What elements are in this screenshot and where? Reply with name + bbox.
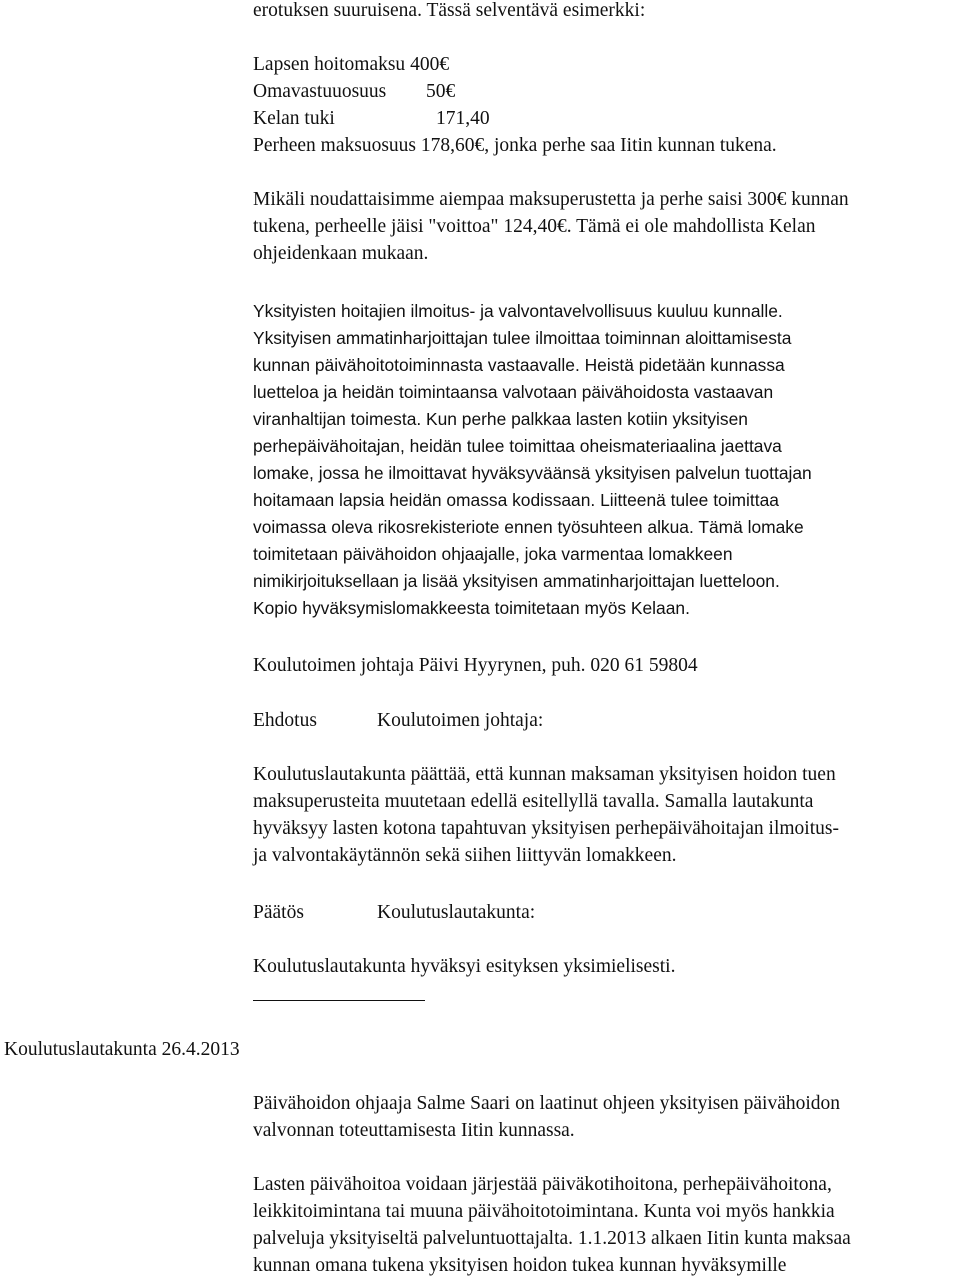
decision-label: Päätös [253,902,304,923]
heading-row [253,899,535,926]
proposal-author: Koulutoimen johtaja: [377,710,544,731]
text-line: leikkitoimintana tai muuna päivähoitotoimintana. Kunta voi myös hankkia [253,1201,835,1222]
text-line: viranhaltijan toimesta. Kun perhe palkkaa lasten kotiin yksityisen [253,409,748,429]
text-line: kunnan omana tukena yksityisen hoidon tukea kunnan hyväksymille [253,1255,787,1276]
text-line: palveluja yksityiseltä palveluntuottajalta. 1.1.2013 alkaen Iitin kunta maksaa [253,1228,851,1249]
text-line: Koulutuslautakunta hyväksyi esityksen yksimielisesti. [253,956,676,977]
kela-label: Kelan tuki [253,108,335,129]
text-line: lomake, jossa he ilmoittavat hyväksyväänsä yksityisen palvelun tuottajan [253,463,812,483]
fee-value: 400€ [410,54,450,75]
kela-value: 171,40 [436,108,490,129]
text-line: Kopio hyväksymislomakkeesta toimitetaan myös Kelaan. [253,598,690,618]
text-line: ohjeidenkaan mukaan. [253,243,429,264]
text-line: luetteloa ja heidän toimintaansa valvotaan päivähoidosta vastaavan [253,382,774,402]
decision-author: Koulutuslautakunta: [377,902,536,923]
intro-line [253,0,645,24]
text-line: Lasten päivähoitoa voidaan järjestää päiväkotihoitona, perhepäivähoitona, [253,1174,832,1195]
decision-text [253,953,675,980]
text-line: Yksityisen ammatinharjoittajan tulee ilmoittaa toiminnan aloittamisesta [253,328,792,348]
meeting-date-label: Koulutuslautakunta 26.4.2013 [4,1039,240,1060]
text-line: hyväksyy lasten kotona tapahtuvan yksityisen perhepäivähoitajan ilmoitus- [253,818,839,839]
text-line: valvonnan toteuttamisesta Iitin kunnassa. [253,1120,575,1141]
section-divider [253,1000,425,1001]
proposal-heading [253,707,543,734]
own-share-label: Omavastuuosuus [253,81,387,102]
proposal-label: Ehdotus [253,710,317,731]
contact-line [253,652,698,679]
decision-heading [253,899,535,926]
text-line: erotuksen suuruisena. Tässä selventävä esimerkki: [253,0,646,21]
text-line: hoitamaan lapsia heidän omassa kodissaan. Liitteenä tulee toimittaa [253,490,779,510]
paragraph-guide [253,1090,840,1144]
family-share-row: Perheen maksuosuus 178,60€, jonka perhe saa Iitin kunnan tukena. [253,135,777,156]
text-line: Päivähoidon ohjaaja Salme Saari on laatinut ohjeen yksityisen päivähoidon [253,1093,841,1114]
text-line: Koulutuslautakunta päättää, että kunnan maksaman yksityisen hoidon tuen [253,764,836,785]
text-line: perhepäivähoitajan, heidän tulee toimittaa oheismateriaalina jaettava [253,436,782,456]
own-share-value: 50€ [426,81,456,102]
fee-row [253,51,777,78]
text-line: kunnan päivähoitotoiminnasta vastaavalle. Heistä pidetään kunnassa [253,355,785,375]
text-line: Mikäli noudattaisimme aiempaa maksuperustetta ja perhe saisi 300€ kunnan [253,189,849,210]
heading-row [253,707,543,734]
proposal-text [253,761,839,869]
text-line: maksuperusteita muutetaan edellä esitellyllä tavalla. Samalla lautakunta [253,791,814,812]
text-line: ja valvontakäytännön sekä siihen liittyvän lomakkeen. [253,845,677,866]
kela-row [253,105,777,132]
text-line: Yksityisten hoitajien ilmoitus- ja valvontavelvollisuus kuuluu kunnalle. [253,301,783,321]
paragraph-daycare [253,1171,851,1279]
text-line: voimassa oleva rikosrekisteriote ennen työsuhteen alkua. Tämä lomake [253,517,804,537]
text-line: nimikirjoituksellaan ja lisää yksityisen ammatinharjoittajan luetteloon. [253,571,780,591]
own-share-row [253,78,777,105]
text-line: tukena, perheelle jäisi "voittoa" 124,40€. Tämä ei ole mahdollista Kelan [253,216,816,237]
fee-label: Lapsen hoitomaksu [253,54,406,75]
contact-text: Koulutoimen johtaja Päivi Hyyrynen, puh. 020 61 59804 [253,655,698,676]
paragraph-supervision [253,298,812,622]
text-line: toimitetaan päivähoidon ohjaajalle, joka varmentaa lomakkeen [253,544,733,564]
paragraph-previous-basis [253,186,849,267]
fee-example [253,51,777,159]
